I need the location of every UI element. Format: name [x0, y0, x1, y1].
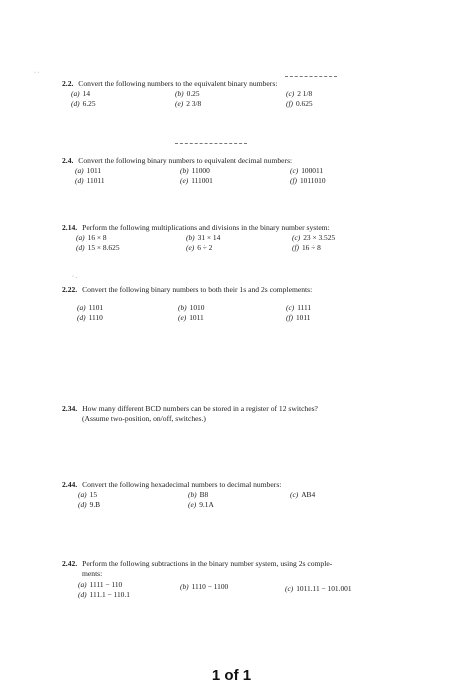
pencil-mark	[285, 76, 337, 77]
option-e: (e) 9.1A	[188, 500, 214, 509]
option-d: (d) 11011	[75, 176, 105, 185]
option-b: (b) 0.25	[175, 89, 200, 98]
problem-number: 2.4.	[62, 156, 74, 165]
option-a: (a) 1111 − 110	[78, 580, 123, 589]
option-b: (b) 11000	[180, 166, 210, 175]
problem-text: Perform the following subtractions in the binary number system, using 2s comple-	[82, 559, 333, 568]
option-b: (b) 31 × 14	[186, 233, 221, 242]
problem-text: Convert the following binary numbers to equivalent decimal numbers:	[78, 156, 293, 165]
option-f: (f) 16 ÷ 8	[292, 243, 321, 252]
problem-statement	[62, 559, 422, 569]
option-f: (f) 1011	[286, 313, 311, 322]
problem-statement	[62, 480, 402, 490]
problem-statement	[62, 223, 422, 233]
problem-number: 2.42.	[62, 559, 78, 568]
option-a: (a) 16 × 8	[76, 233, 107, 242]
scan-speck: · ·	[34, 70, 40, 76]
page-indicator: 1 of 1	[211, 667, 252, 684]
option-c: (c) 1111	[286, 303, 312, 312]
option-b: (b) 1110 − 1100	[180, 582, 229, 591]
problem-statement	[62, 156, 402, 166]
option-a: (a) 14	[71, 89, 91, 98]
option-d: (d) 15 × 8.625	[76, 243, 120, 252]
option-d: (d) 1110	[77, 313, 103, 322]
problem-text: Perform the following multiplications and divisions in the binary number system:	[82, 223, 330, 232]
option-c: (c) 23 × 3.525	[292, 233, 336, 242]
problem-number: 2.14.	[62, 223, 78, 232]
problem-text-continued: (Assume two-position, on/off, switches.)	[82, 414, 206, 423]
option-d: (d) 6.25	[71, 99, 96, 108]
problem-number: 2.44.	[62, 480, 78, 489]
option-e: (e) 111001	[180, 176, 213, 185]
option-f: (f) 0.625	[286, 99, 313, 108]
option-c: (c) 2 1/8	[286, 89, 313, 98]
problem-text: How many different BCD numbers can be stored in a register of 12 switches?	[82, 404, 318, 413]
problem-text-continued: ments:	[82, 569, 103, 578]
problem-number: 2.22.	[62, 285, 78, 294]
option-c: (c) 1011.11 − 101.001	[285, 584, 352, 593]
option-e: (e) 2 3/8	[175, 99, 202, 108]
option-e: (e) 6 ÷ 2	[186, 243, 213, 252]
option-d: (d) 111.1 − 110.1	[78, 590, 130, 599]
option-a: (a) 1011	[75, 166, 102, 175]
option-a: (a) 15	[78, 490, 98, 499]
option-d: (d) 9.B	[78, 500, 101, 509]
option-b: (b) B8	[188, 490, 209, 499]
pencil-mark	[175, 143, 247, 144]
option-c: (c) 100011	[290, 166, 324, 175]
problem-statement	[62, 79, 402, 89]
problem-statement	[62, 285, 422, 295]
option-c: (c) AB4	[290, 490, 316, 499]
option-a: (a) 1101	[77, 303, 104, 312]
problem-number: 2.2.	[62, 79, 74, 88]
problem-text: Convert the following hexadecimal numbers to decimal numbers:	[82, 480, 282, 489]
problem-statement	[62, 404, 422, 414]
problem-number: 2.34.	[62, 404, 78, 413]
problem-text: Convert the following binary numbers to both their 1s and 2s complements:	[82, 285, 313, 294]
scan-speck: · .	[72, 274, 77, 280]
option-b: (b) 1010	[178, 303, 205, 312]
problem-text: Convert the following numbers to the equivalent binary numbers:	[78, 79, 278, 88]
option-f: (f) 1011010	[290, 176, 326, 185]
option-e: (e) 1011	[178, 313, 204, 322]
